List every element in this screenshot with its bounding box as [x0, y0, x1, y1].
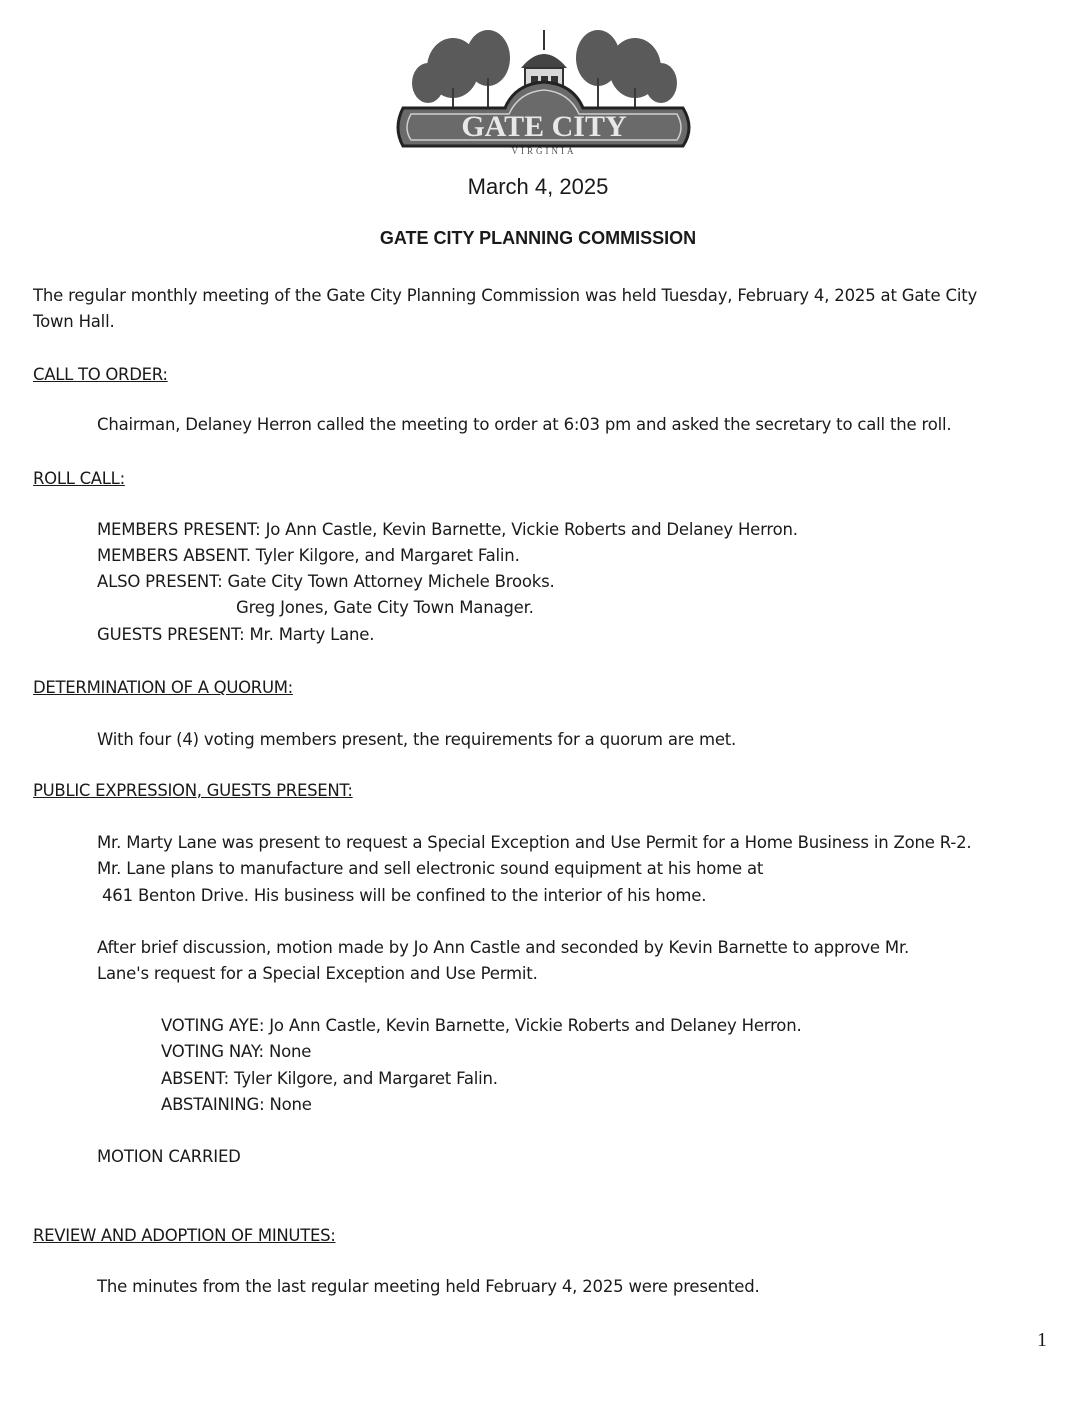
intro-line-2: Town Hall.: [33, 312, 115, 331]
gate-city-logo: [383, 28, 705, 160]
quorum-text: With four (4) voting members present, the requirements for a quorum are met.: [97, 730, 737, 749]
roll-call-heading: ROLL CALL:: [33, 469, 125, 488]
request-line-2: Mr. Lane plans to manufacture and sell electronic sound equipment at his home at: [97, 859, 764, 878]
motion-line-1: After brief discussion, motion made by Jo Ann Castle and seconded by Kevin Barnette to approve Mr.: [97, 938, 910, 957]
document-title: GATE CITY PLANNING COMMISSION: [379, 228, 697, 248]
voting-aye: VOTING AYE: Jo Ann Castle, Kevin Barnette, Vickie Roberts and Delaney Herron.: [161, 1016, 802, 1035]
motion-line-2: Lane's request for a Special Exception and Use Permit.: [97, 964, 538, 983]
call-to-order-text: Chairman, Delaney Herron called the meeting to order at 6:03 pm and asked the secretary to call the roll.: [97, 415, 952, 434]
intro-line-1: The regular monthly meeting of the Gate City Planning Commission was held Tuesday, February 4, 2025 at Gate City: [33, 286, 978, 305]
voting-absent: ABSENT: Tyler Kilgore, and Margaret Falin.: [161, 1069, 498, 1088]
svg-text:VIRGINIA: VIRGINIA: [511, 146, 577, 156]
members-absent: MEMBERS ABSENT. Tyler Kilgore, and Margaret Falin.: [97, 546, 520, 565]
meeting-date: March 4, 2025: [467, 174, 609, 199]
public-expression-heading: PUBLIC EXPRESSION, GUESTS PRESENT:: [33, 781, 353, 800]
motion-result: MOTION CARRIED: [97, 1147, 241, 1166]
request-line-1: Mr. Marty Lane was present to request a Special Exception and Use Permit for a Home Business in Zone R-2.: [97, 833, 972, 852]
svg-text:GATE CITY: GATE CITY: [461, 110, 627, 143]
page-number: 1: [1037, 1329, 1047, 1351]
guests-present: GUESTS PRESENT: Mr. Marty Lane.: [97, 625, 375, 644]
minutes-text: The minutes from the last regular meeting held February 4, 2025 were presented.: [97, 1277, 760, 1296]
members-present: MEMBERS PRESENT: Jo Ann Castle, Kevin Barnette, Vickie Roberts and Delaney Herron.: [97, 520, 798, 539]
quorum-heading: DETERMINATION OF A QUORUM:: [33, 678, 293, 697]
call-to-order-heading: CALL TO ORDER:: [33, 365, 168, 384]
request-line-3: 461 Benton Drive. His business will be confined to the interior of his home.: [102, 886, 707, 905]
minutes-heading: REVIEW AND ADOPTION OF MINUTES:: [33, 1226, 336, 1245]
also-present: ALSO PRESENT: Gate City Town Attorney Michele Brooks.: [97, 572, 555, 591]
also-present-continued: Greg Jones, Gate City Town Manager.: [236, 598, 534, 617]
voting-abstaining: ABSTAINING: None: [161, 1095, 312, 1114]
voting-nay: VOTING NAY: None: [161, 1042, 312, 1061]
